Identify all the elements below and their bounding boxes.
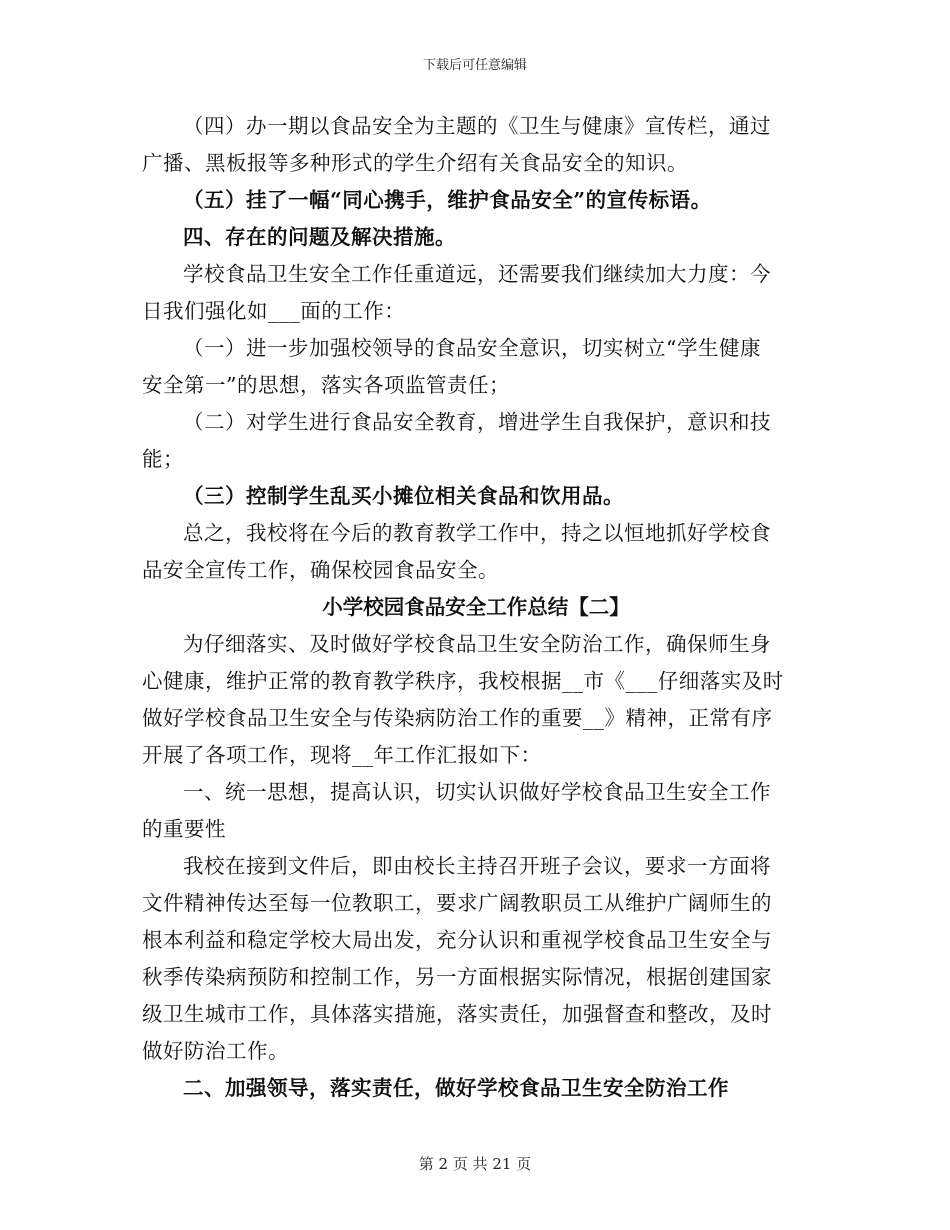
paragraph-line: 做好防治工作。: [142, 1039, 289, 1063]
paragraph: [142, 256, 810, 330]
paragraph-line: （三）控制学生乱买小摊位相关食品和饮用品。: [183, 484, 624, 508]
paragraph-line: （二）对学生进行食品安全教育，增进学生自我保护，意识和技: [183, 410, 771, 434]
paragraph: [142, 848, 810, 1070]
paragraph: [142, 219, 810, 256]
paragraph-line: 级卫生城市工作，具体落实措施，落实责任，加强督查和整改，及时: [142, 1002, 772, 1026]
paragraph-line: 安全第一”的思想，落实各项监管责任；: [142, 373, 510, 397]
paragraph-line: 开展了各项工作，现将__年工作汇报如下：: [142, 743, 542, 767]
paragraph-line: 文件精神传达至每一位教职工，要求广阔教职员工从维护广阔师生的: [142, 891, 772, 915]
paragraph: [142, 626, 810, 774]
paragraph: [142, 774, 810, 848]
page-header-note: 下载后可任意编辑: [422, 58, 527, 73]
paragraph-line: 日我们强化如___面的工作：: [142, 299, 406, 323]
paragraph-line: 心健康，维护正常的教育教学秩序，我校根据__市《___仔细落实及时: [142, 669, 784, 693]
paragraph-line: 根本利益和稳定学校大局出发，充分认识和重视学校食品卫生安全与: [142, 928, 772, 952]
paragraph-line: （一）进一步加强校领导的食品安全意识，切实树立“学生健康: [183, 336, 761, 360]
paragraph-line: 广播、黑板报等多种形式的学生介绍有关食品安全的知识。: [142, 151, 688, 175]
paragraph-line: 四、存在的问题及解决措施。: [183, 225, 456, 249]
paragraph: [142, 1070, 810, 1107]
paragraph-line: 秋季传染病预防和控制工作，另一方面根据实际情况，根据创建国家: [142, 965, 772, 989]
paragraph-line: 品安全宣传工作，确保校园食品安全。: [142, 558, 499, 582]
paragraph-line: （五）挂了一幅“同心携手，维护食品安全”的宣传标语。: [183, 188, 712, 212]
paragraph: [142, 182, 810, 219]
paragraph-line: 二、加强领导，落实责任，做好学校食品卫生安全防治工作: [183, 1076, 729, 1100]
paragraph: [142, 404, 810, 478]
paragraph-line: 一、统一思想，提高认识，切实认识做好学校食品卫生安全工作: [183, 780, 771, 804]
paragraph-line: 为仔细落实、及时做好学校食品卫生安全防治工作，确保师生身: [183, 632, 771, 656]
document-body: [142, 108, 810, 1107]
paragraph-line: 的重要性: [142, 817, 226, 841]
document-part-two: [142, 626, 810, 1107]
paragraph-line: 做好学校食品卫生安全与传染病防治工作的重要__》精神，正常有序: [142, 706, 773, 730]
section-title: 小学校园食品安全工作总结【二】: [322, 595, 630, 619]
paragraph: [142, 515, 810, 589]
paragraph-line: 能；: [142, 447, 184, 471]
paragraph-line: 总之，我校将在今后的教育教学工作中，持之以恒地抓好学校食: [183, 521, 771, 545]
paragraph: [142, 108, 810, 182]
paragraph: [142, 330, 810, 404]
paragraph-line: 我校在接到文件后，即由校长主持召开班子会议，要求一方面将: [183, 854, 771, 878]
paragraph: [142, 478, 810, 515]
paragraph-line: （四）办一期以食品安全为主题的《卫生与健康》宣传栏，通过: [183, 114, 771, 138]
document-part-one: [142, 108, 810, 589]
page-footer: 第 2 页 共 21 页: [418, 1155, 532, 1173]
paragraph-line: 学校食品卫生安全工作任重道远，还需要我们继续加大力度：今: [183, 262, 771, 286]
